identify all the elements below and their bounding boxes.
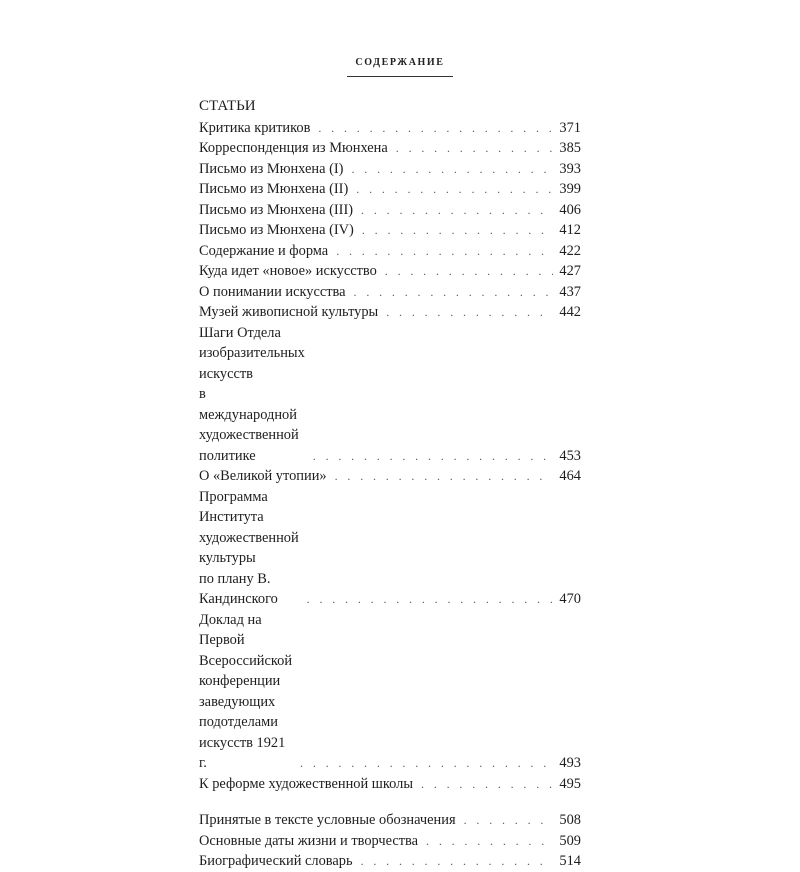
toc-entry-page-number: 495 (559, 775, 581, 792)
toc-entry (199, 282, 581, 303)
toc-entry-title (199, 302, 378, 323)
toc-entry-title (199, 851, 353, 872)
articles-list (199, 118, 581, 795)
toc-entry-title-line: Доклад на Первой Всероссийской конференции (199, 611, 293, 689)
dot-leader (361, 200, 553, 221)
toc-entry-page-number: 437 (559, 283, 581, 300)
toc-entry-title (199, 487, 299, 610)
dot-leader (396, 138, 553, 159)
dot-leader (335, 466, 553, 487)
toc-entry-page-number: 399 (559, 181, 581, 197)
toc-entry (199, 610, 581, 774)
toc-entry-title (199, 118, 310, 139)
toc-entry-title-line: в международной художественной политике (199, 386, 299, 464)
toc-entry-page-number: 442 (559, 304, 581, 320)
toc-entry-page-number: 453 (559, 447, 581, 464)
dot-leader (356, 179, 553, 200)
toc-entry-title (199, 810, 456, 831)
dot-leader (464, 810, 553, 831)
page-title: СОДЕРЖАНИЕ (355, 57, 445, 68)
toc-entry-title (199, 159, 343, 180)
toc-entry (199, 323, 581, 467)
toc-entry (199, 261, 581, 282)
toc-entry-title (199, 261, 377, 282)
toc-entry-title (199, 610, 292, 774)
toc-entry-page-number: 493 (559, 755, 581, 771)
appendix-list (199, 810, 581, 872)
toc-entry (199, 200, 581, 221)
toc-entry-title (199, 466, 327, 487)
toc-entry-title-line: Письмо из Мюнхена (IV) (199, 222, 354, 238)
title-underline (347, 76, 453, 77)
toc-entry (199, 487, 581, 610)
toc-entry-title (199, 220, 354, 241)
section-heading: СТАТЬИ (199, 98, 256, 114)
toc-entry-title (199, 282, 346, 303)
toc-entry-title-line: Биографический словарь (199, 853, 353, 869)
toc-entry (199, 159, 581, 180)
toc-entry (199, 851, 581, 872)
toc-entry (199, 179, 581, 200)
dot-leader (354, 282, 553, 303)
toc-entry (199, 774, 581, 795)
toc-entry-title (199, 774, 413, 795)
dot-leader (351, 159, 553, 180)
toc-entry-page-number: 393 (559, 160, 581, 177)
toc-entry-title-line: Принятые в тексте условные обозначения (199, 812, 456, 828)
dot-leader (336, 241, 553, 262)
toc-entry (199, 220, 581, 241)
section-gap (199, 794, 581, 810)
toc-entry-page-number: 422 (559, 242, 581, 259)
toc-entry-title (199, 179, 348, 200)
toc-entry-title-line: по плану В. Кандинского (199, 570, 278, 607)
toc-entry (199, 138, 581, 159)
toc-entry (199, 241, 581, 262)
toc-entry-title (199, 138, 388, 159)
toc-entry-title (199, 323, 305, 467)
toc-entry-page-number: 509 (559, 832, 581, 849)
toc-entry (199, 466, 581, 487)
toc-entry (199, 118, 581, 139)
toc-entry-page-number: 508 (559, 812, 581, 828)
toc-entry-title-line: Программа Института художественной культуры (199, 488, 299, 566)
toc-entry-title-line: Письмо из Мюнхена (II) (199, 181, 349, 197)
toc-entry-title-line: Куда идет «новое» искусство (199, 263, 377, 279)
dot-leader (318, 118, 553, 139)
toc-entry-page-number: 514 (559, 853, 581, 869)
toc-entry (199, 810, 581, 831)
toc-entry-page-number: 412 (559, 222, 581, 238)
dot-leader (307, 589, 553, 610)
dot-leader (361, 851, 553, 872)
dot-leader (426, 831, 553, 852)
toc-entry-title (199, 200, 353, 221)
toc-entry-title-line: О «Великой утопии» (199, 468, 327, 484)
toc-entry-title-line: Содержание и форма (199, 242, 329, 259)
toc-entry-title-line: заведующих подотделами искусств 1921 г. (199, 693, 286, 771)
dot-leader (313, 446, 553, 467)
toc-entry-title-line: Письмо из Мюнхена (I) (199, 160, 344, 177)
dot-leader (385, 261, 553, 282)
toc-entry-page-number: 427 (559, 263, 581, 279)
toc-entry-page-number: 371 (559, 119, 581, 136)
toc-entry-title-line: Шаги Отдела изобразительных искусств (199, 324, 305, 382)
dot-leader (386, 302, 553, 323)
toc-entry (199, 831, 581, 852)
toc-entry-page-number: 464 (559, 468, 581, 484)
page-header (0, 52, 800, 77)
toc-entry-page-number: 385 (559, 140, 581, 156)
toc-entry-title-line: О понимании искусства (199, 283, 346, 300)
toc-entry-title-line: Музей живописной культуры (199, 304, 379, 320)
toc-entry (199, 302, 581, 323)
toc-entry-title-line: Корреспонденция из Мюнхена (199, 140, 388, 156)
toc-entry-title (199, 831, 418, 852)
dot-leader (300, 753, 553, 774)
toc-entry-page-number: 406 (559, 201, 581, 218)
toc-entry-title-line: Основные даты жизни и творчества (199, 832, 419, 849)
toc-entry-title-line: Критика критиков (199, 119, 311, 136)
dot-leader (421, 774, 553, 795)
toc-entry-title (199, 241, 328, 262)
toc-entry-title-line: К реформе художественной школы (199, 775, 414, 792)
toc-entry-title-line: Письмо из Мюнхена (III) (199, 201, 354, 218)
toc-entry-page-number: 470 (559, 591, 581, 607)
table-of-contents (199, 96, 581, 872)
dot-leader (362, 220, 553, 241)
